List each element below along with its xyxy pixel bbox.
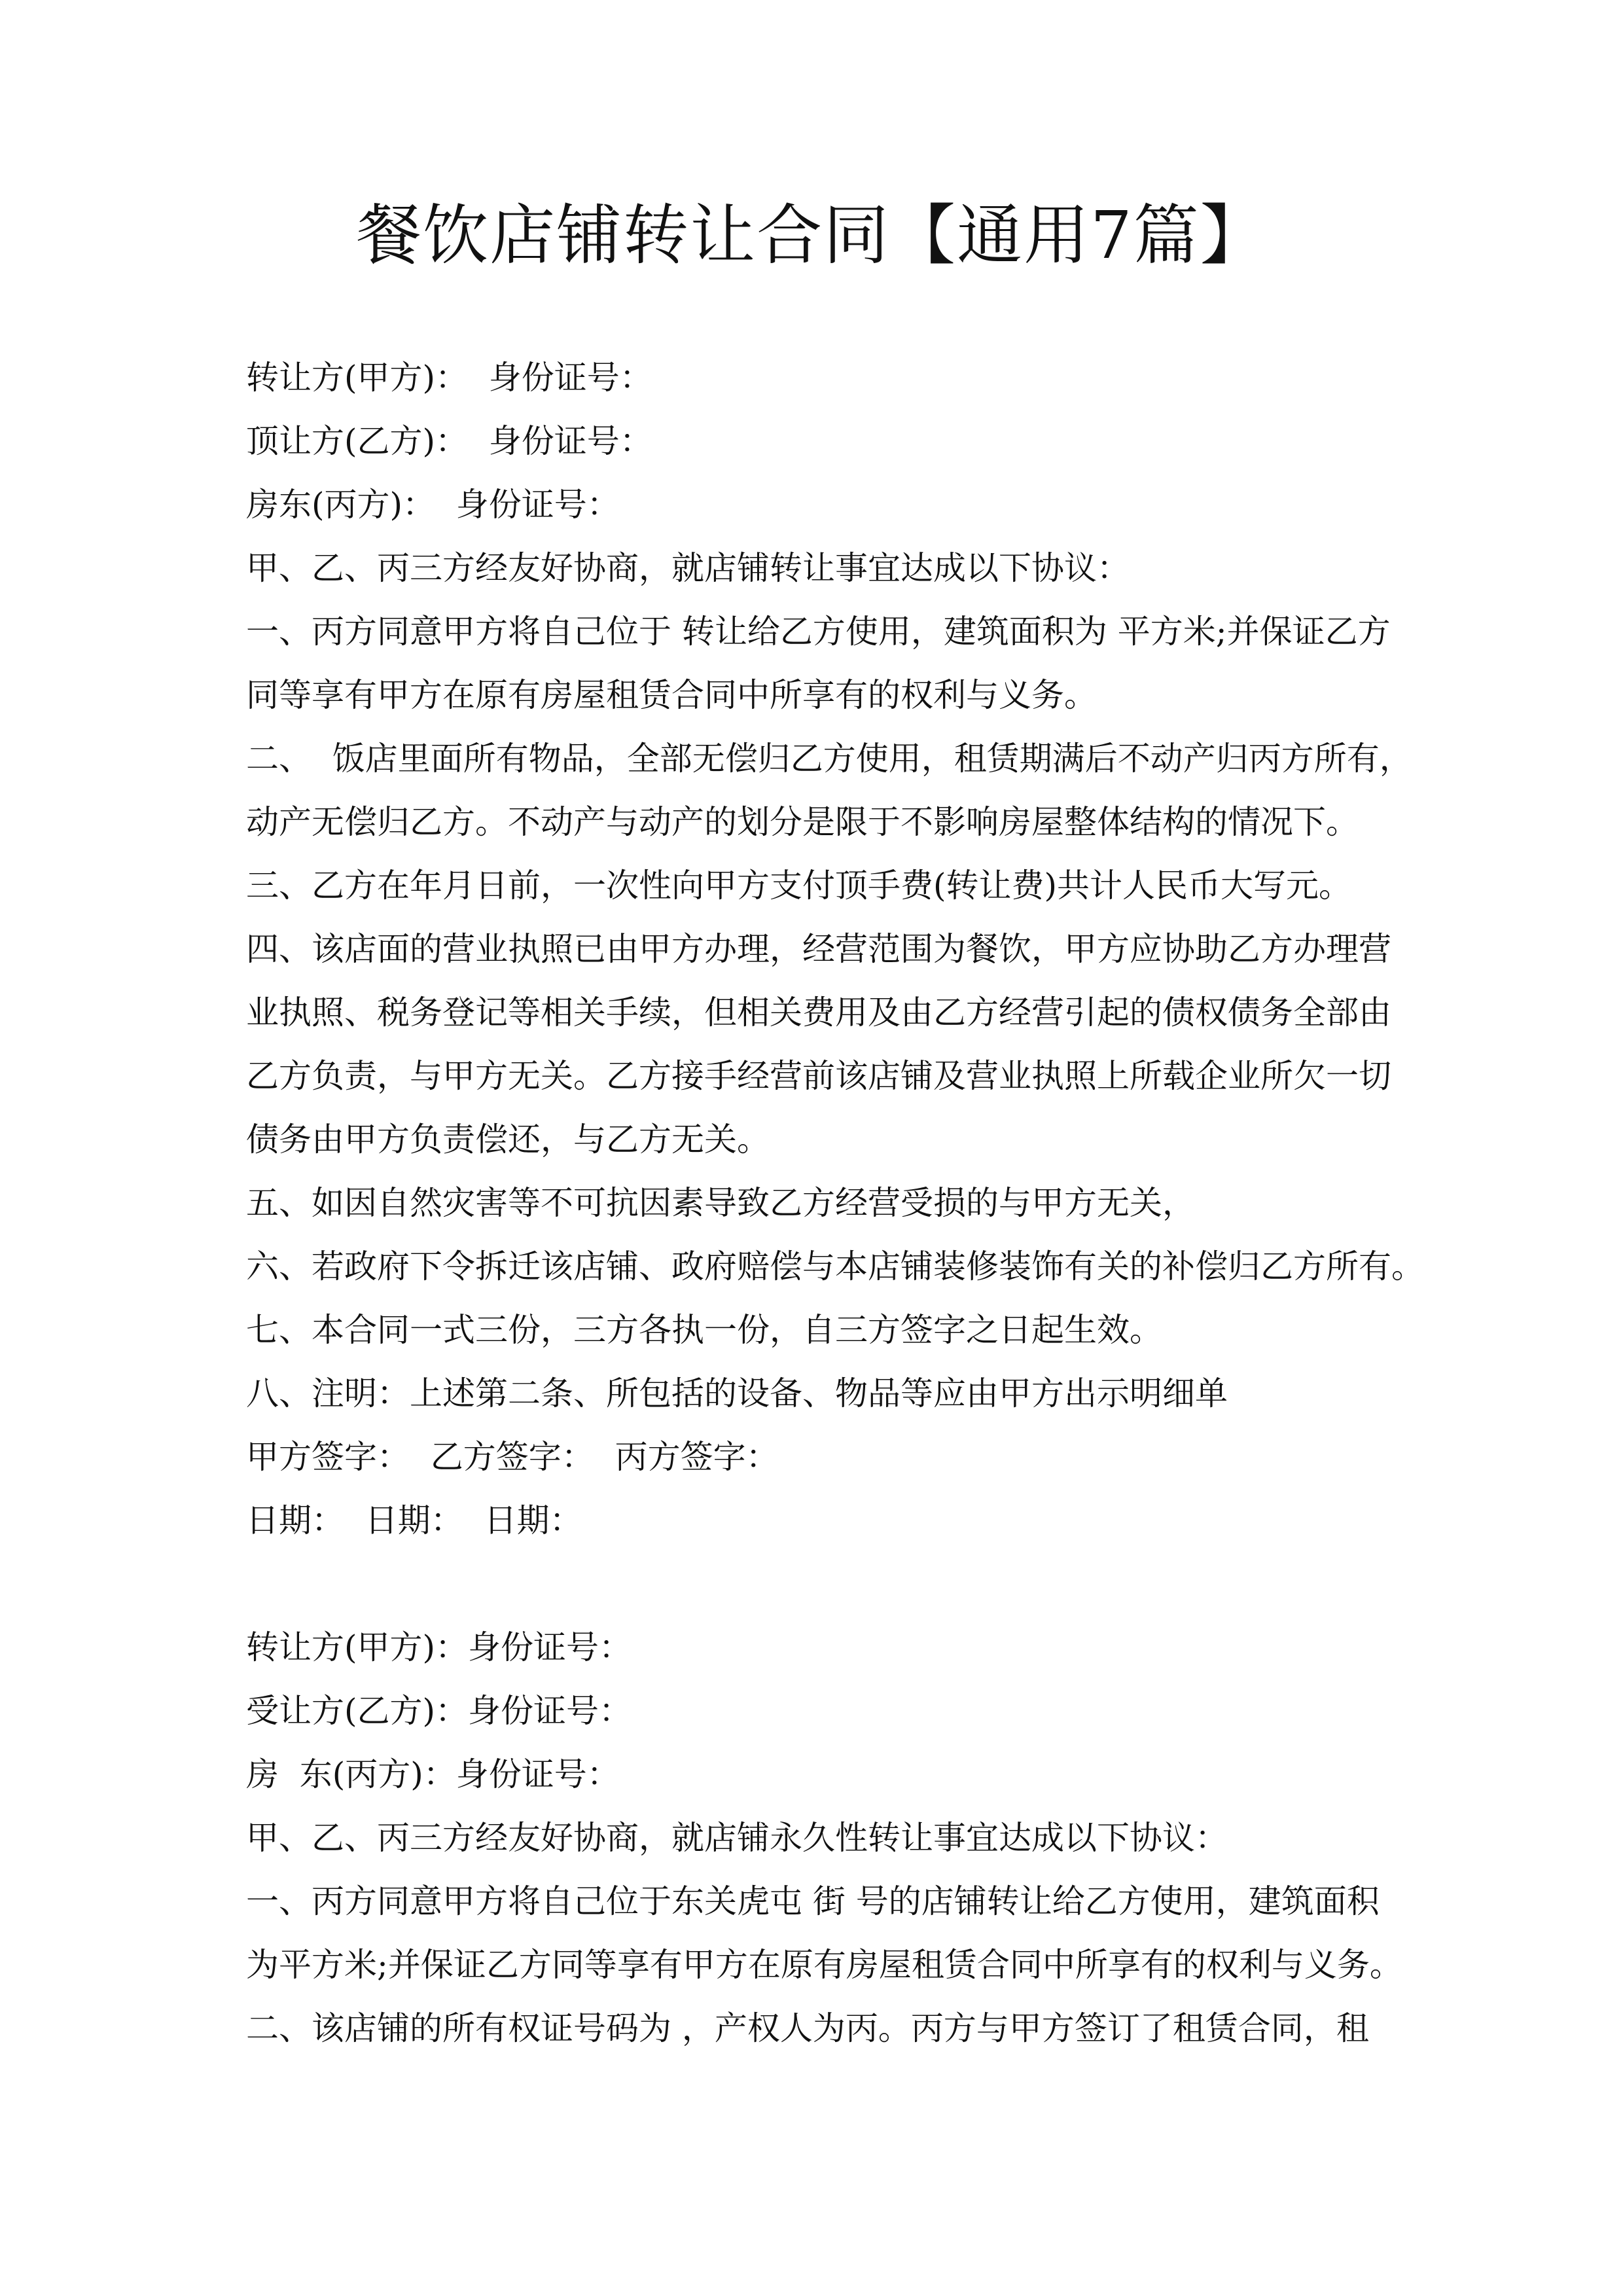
paragraph-line: 转让方(甲方)： 身份证号： <box>246 359 652 397</box>
document-title: 餐饮店铺转让合同【通用7篇】 <box>356 197 1267 274</box>
paragraph-line: 二、该店铺的所有权证号码为 ，产权人为丙。丙方与甲方签订了租赁合同，租 <box>246 2009 1369 2047</box>
paragraph-line: 日期： 日期： 日期： <box>246 1501 582 1539</box>
paragraph-line: 房 东(丙方)：身份证号： <box>246 1755 620 1793</box>
paragraph-line: 为平方米;并保证乙方同等享有甲方在原有房屋租赁合同中所享有的权利与义务。 <box>246 1946 1402 1984</box>
paragraph-line: 动产无偿归乙方。不动产与动产的划分是限于不影响房屋整体结构的情况下。 <box>246 803 1359 841</box>
paragraph-line: 甲、乙、丙三方经友好协商，就店铺永久性转让事宜达成以下协议： <box>246 1819 1228 1857</box>
blank-line <box>246 1552 1398 1616</box>
paragraph-line: 五、如因自然灾害等不可抗因素导致乙方经营受损的与甲方无关， <box>246 1184 1195 1222</box>
paragraph-line: 六、若政府下令拆迁该店铺、政府赔偿与本店铺装修装饰有关的补偿归乙方所有。 <box>246 1247 1424 1285</box>
paragraph-line: 一、丙方同意甲方将自己位于东关虎屯 街 号的店铺转让给乙方使用，建筑面积 <box>246 1882 1380 1920</box>
paragraph-line: 甲、乙、丙三方经友好协商，就店铺转让事宜达成以下协议： <box>246 549 1130 587</box>
paragraph-line: 同等享有甲方在原有房屋租赁合同中所享有的权利与义务。 <box>246 676 1097 714</box>
paragraph-line: 顶让方(乙方)： 身份证号： <box>246 422 652 460</box>
paragraph-line: 四、该店面的营业执照已由甲方办理，经营范围为餐饮，甲方应协助乙方办理营 <box>246 930 1391 968</box>
paragraph-line: 三、乙方在年月日前，一次性向甲方支付顶手费(转让费)共计人民币大写元。 <box>246 867 1352 905</box>
paragraph-line: 八、注明：上述第二条、所包括的设备、物品等应由甲方出示明细单 <box>246 1374 1228 1412</box>
paragraph-line: 业执照、税务登记等相关手续，但相关费用及由乙方经营引起的债权债务全部由 <box>246 994 1391 1031</box>
paragraph-line: 受让方(乙方)：身份证号： <box>246 1692 632 1730</box>
paragraph-line: 乙方负责，与甲方无关。乙方接手经营前该店铺及营业执照上所载企业所欠一切 <box>246 1057 1391 1095</box>
paragraph-line: 七、本合同一式三份，三方各执一份，自三方签字之日起生效。 <box>246 1311 1162 1349</box>
paragraph-line: 房东(丙方)： 身份证号： <box>246 486 620 524</box>
paragraph-line: 甲方签字： 乙方签字： 丙方签字： <box>246 1438 779 1476</box>
document-body <box>246 346 1424 2060</box>
paragraph-line: 转让方(甲方)：身份证号： <box>246 1628 632 1666</box>
paragraph-line: 二、 饭店里面所有物品，全部无偿归乙方使用，租赁期满后不动产归丙方所有， <box>246 740 1412 778</box>
paragraph-line: 债务由甲方负责偿还，与乙方无关。 <box>246 1121 770 1158</box>
paragraph-line: 一、丙方同意甲方将自己位于 转让给乙方使用，建筑面积为 平方米;并保证乙方 <box>246 613 1391 651</box>
